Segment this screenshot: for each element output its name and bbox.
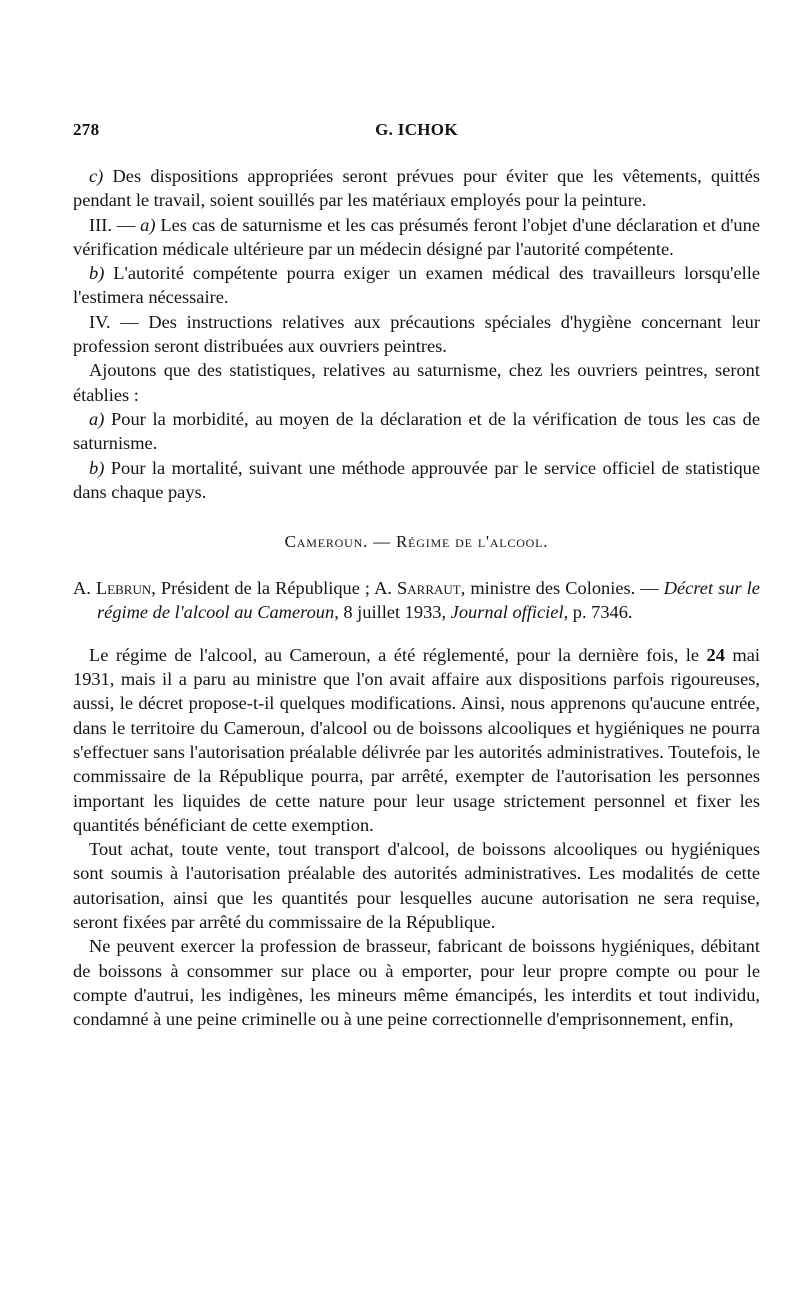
document-page [73,118,760,1288]
section-number-iii: III. — [89,214,136,235]
item-label-c: c) [89,166,104,186]
item-label-b: b) [89,263,105,284]
stat-label-a: a) [89,408,105,429]
paragraph-b [73,261,760,310]
author-name-2: Sarraut [397,578,461,599]
item-label-a: a) [140,214,156,235]
section-heading: Cameroun. — Régime de l'alcool. [284,532,549,552]
stat-label-b: b) [89,457,105,478]
statistics-intro: Ajoutons que des statistiques, relatives au saturnisme, chez les ouvriers peintres, seront établies : [73,360,760,405]
body-paragraph-1-start: Le régime de l'alcool, au Cameroun, a été réglementé, pour la dernière fois, le [89,644,700,665]
paragraph-iii-a-text: Les cas de saturnisme et les cas présumés feront l'objet d'une déclaration et d'une vérification médicale ultérieure par un médecin désigné par l'autorité compétente. [73,214,760,259]
statistics-item-a [73,407,760,456]
author-initial-1: A. [73,578,91,599]
author-role-2: , ministre des Colonies. [460,578,636,599]
author-initial-2: A. [374,578,392,599]
body-paragraph-1-rest: mai 1931, mais il a paru au ministre que l'on avait affaire aux dispositions parfois rigoureuses, aussi, le décret propose-t-il quelques modifications. Ainsi, nous apprenons qu'aucune entrée, dans le territoire du Cameroun, d'alcool ou de boissons alcooliques et hygiéniques ne pourra s'effectuer sans l'autorisation préalable délivrée par les autorités administratives. Toutefois, le commissaire de la République pourra, par arrêté, exempter de l'autorisation les personnes important les liquides de cette nature pour leur usage strictement personnel et fixer les quantités bénéficiant de cette exemption. [73,644,760,835]
citation-text [73,576,760,625]
paragraph-b-text: L'autorité compétente pourra exiger un examen médical des travailleurs lorsqu'elle l'estimera nécessaire. [73,263,760,308]
decree-date: , 8 juillet 1933, [334,602,447,623]
page-number: 278 [73,120,100,139]
decree-title: Décret sur le régime de l'alcool au Cameroun [97,578,760,623]
body-paragraph-2: Tout achat, toute vente, tout transport d'alcool, de boissons alcooliques ou hygiéniques sont soumis à l'autorisation préalable des autorités administratives. Les modalités de cette autorisation, ainsi que les quantités pour lesquelles aucune autorisation ne sera requise, seront fixées par arrêté du commissaire de la République. [73,839,760,933]
decree-citation [73,576,760,625]
statistics-item-b [73,456,760,505]
paragraph-iii-a [73,213,760,262]
section-number-iv: IV. — [89,311,139,332]
article-body [73,164,760,1032]
body-paragraph-1 [73,643,760,837]
citation-dash: — [640,578,659,599]
statistics-item-b-text: Pour la mortalité, suivant une méthode approuvée par le service officiel de statistique dans chaque pays. [73,457,760,502]
paragraph-c-text: Des dispositions appropriées seront prévues pour éviter que les vêtements, quittés pendant le travail, soient souillés par les matériaux employés pour la peinture. [73,166,760,211]
body-paragraph-3: Ne peuvent exercer la profession de brasseur, fabricant de boissons hygiéniques, débitant de boissons à consommer sur place ou à emporter, pour leur propre compte ou pour le compte d'autrui, les indigènes, les mineurs même émancipés, les interdits et tout individu, condamné à une peine criminelle ou à une peine correctionnelle d'emprisonnement, enfin, [73,936,760,1030]
running-header [73,118,760,146]
author-name-1: Lebrun [95,578,152,599]
running-title: G. ICHOK [375,120,458,139]
journal-page: , p. 7346. [563,602,633,623]
paragraph-iv [73,310,760,359]
paragraph-iv-text: Des instructions relatives aux précautions spéciales d'hygiène concernant leur profession seront distribuées aux ouvriers peintres. [73,311,760,357]
paragraph-c [73,164,760,213]
journal-name: Journal officiel [450,602,564,623]
author-role-1: , Président de la République ; [151,578,371,599]
statistics-item-a-text: Pour la morbidité, au moyen de la déclaration et de la vérification de tous les cas de saturnisme. [73,408,760,454]
body-paragraph-1-date: 24 [706,644,725,665]
